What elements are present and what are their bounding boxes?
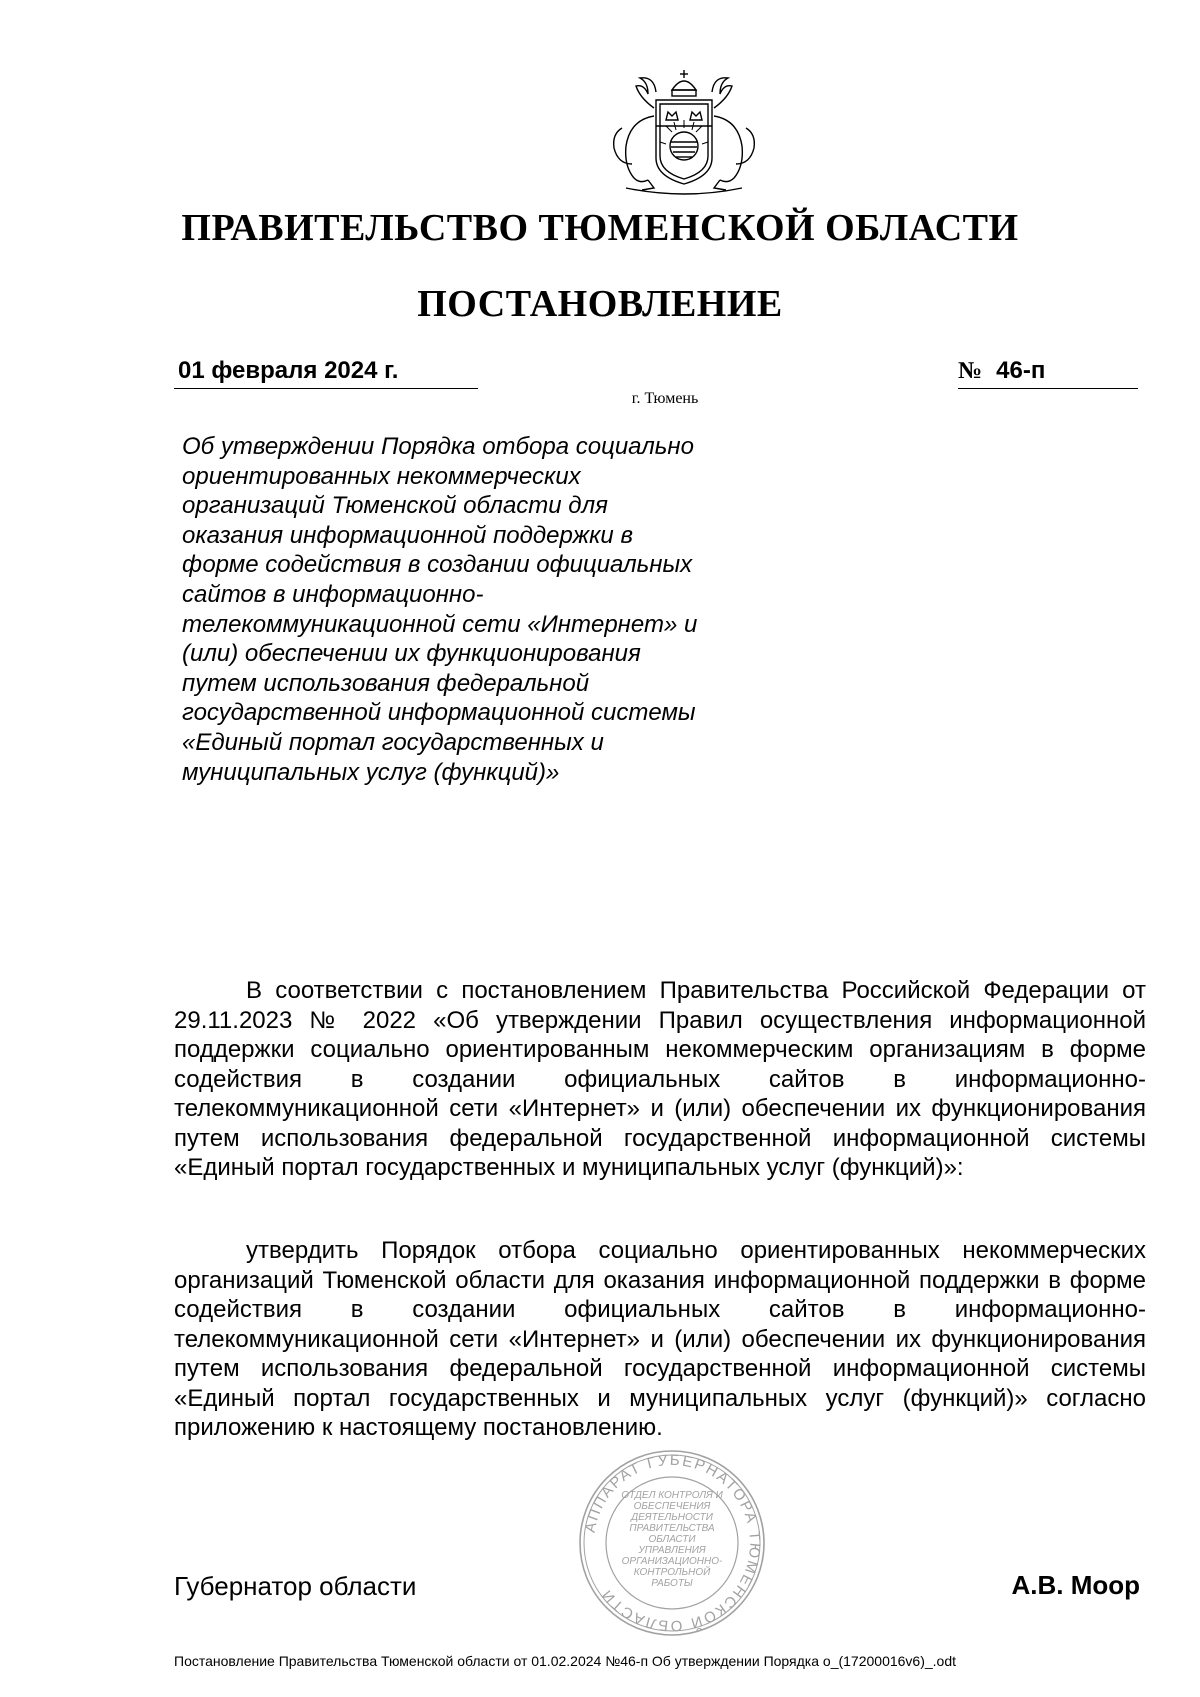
signatory-name: А.В. Моор [1011,1570,1140,1600]
government-title: ПРАВИТЕЛЬСТВО ТЮМЕНСКОЙ ОБЛАСТИ [181,207,1019,249]
decree-number: 46-п [996,357,1046,384]
signatory-role: Губернатор области [174,1571,417,1601]
body-paragraph-2: утвердить Порядок отбора социально ориентированных некоммерческих организаций Тюменской области для оказания информационной поддержки в форме содействия в создании официальных сайтов в информационно-телекоммуникационной сети «Интернет» и (или) обеспечении их функционирования путем использования федеральной государственной информационной системы «Единый портал государственных и муниципальных услуг (функций)» согласно приложению к настоящему постановлению. [174,1237,1146,1441]
stamp-inner-text: ОТДЕЛ КОНТРОЛЯ И ОБЕСПЕЧЕНИЯ ДЕЯТЕЛЬНОСТИ ПРАВИТЕЛЬСТВА ОБЛАСТИ УПРАВЛЕНИЯ ОРГАНИЗАЦИОННО-КОНТРОЛЬНОЙ РАБОТЫ [621,1490,723,1589]
official-stamp [577,1448,767,1638]
decree-subject: Об утверждении Порядка отбора социально ориентированных некоммерческих организаций Тюменской области для оказания информационной поддержки в форме содействия в создании официальных сайтов в информационно-телекоммуникационной сети «Интернет» и (или) обеспечении их функционирования путем использования федеральной государственной информационной системы «Единый портал государственных и муниципальных услуг (функций)» [182,433,698,786]
stamp-outer-text: АППАРАТ ГУБЕРНАТОРА ТЮМЕНСКОЙ ОБЛАСТИ [581,1451,764,1635]
body-paragraph-1: В соответствии с постановлением Правительства Российской Федерации от 29.11.2023 № 2022 «Об утверждении Правил осуществления информационной поддержки социально ориентированным некоммерческим организациям в форме содействия в создании официальных сайтов в информационно-телекоммуникационной сети «Интернет» и (или) обеспечении их функционирования путем использования федеральной государственной информационной системы «Единый портал государственных и муниципальных услуг (функций)»: [174,977,1146,1181]
decree-date: 01 февраля 2024 г. [174,358,478,389]
coat-of-arms-emblem [596,68,772,198]
number-sign: № [958,358,983,384]
document-type-title: ПОСТАНОВЛЕНИЕ [417,283,783,325]
decree-number-field [958,358,1138,389]
document-footer: Постановление Правительства Тюменской области от 01.02.2024 №46-п Об утверждении Порядка о_(17200016v6)_.odt [174,1653,957,1669]
city-label: г. Тюмень [631,390,699,407]
